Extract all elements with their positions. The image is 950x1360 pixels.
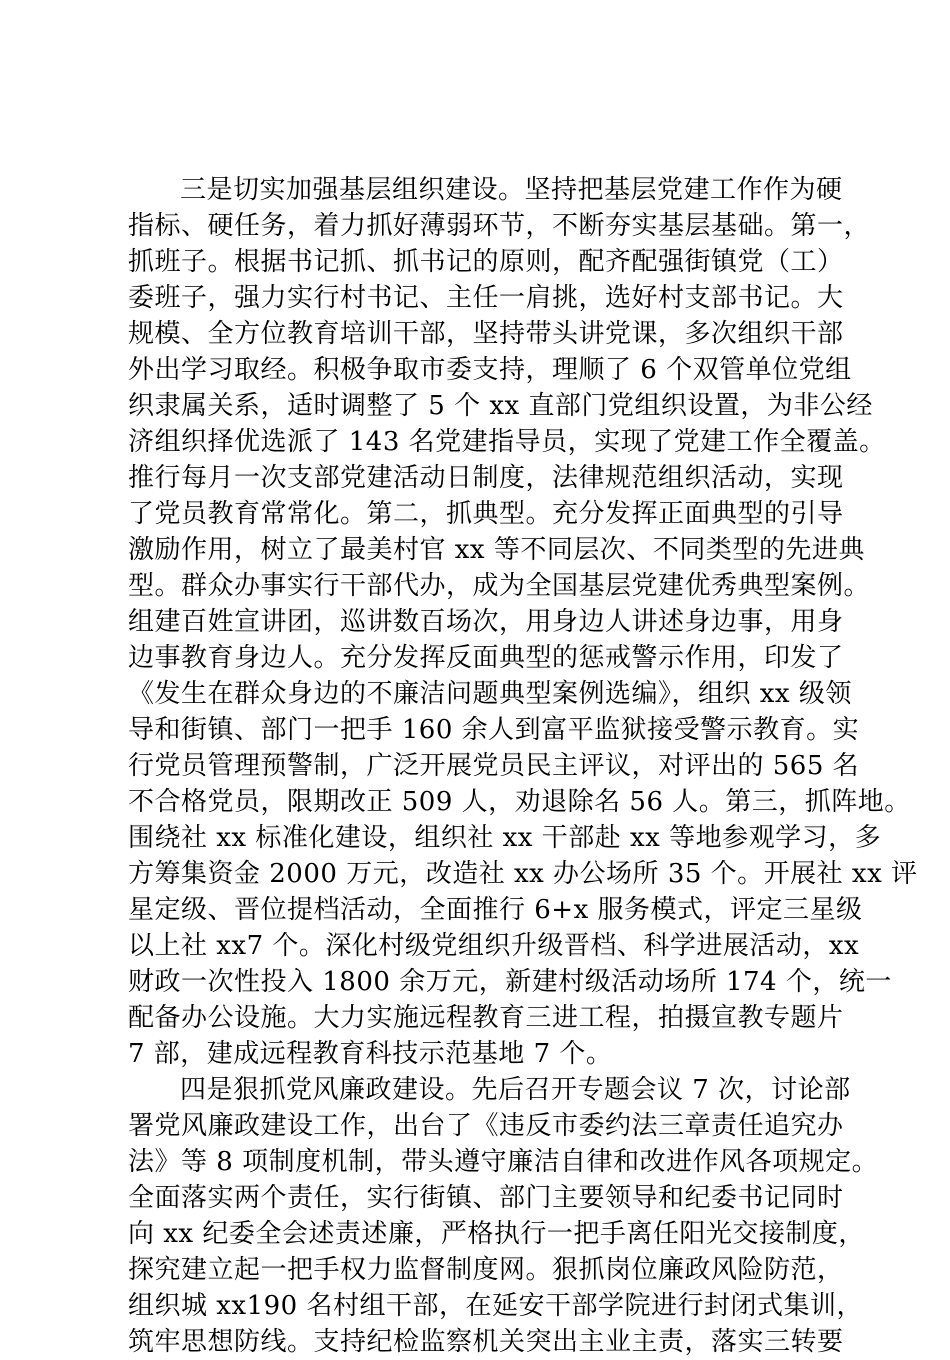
paragraph-line: 织隶属关系，适时调整了 5 个 xx 直部门党组织设置，为非公经 (128, 391, 873, 421)
paragraph-line: 型。群众办事实行干部代办，成为全国基层党建优秀典型案例。 (128, 571, 871, 601)
paragraph-line: 导和街镇、部门一把手 160 余人到富平监狱接受警示教育。实 (128, 715, 860, 745)
paragraph-line: 组织城 xx190 名村组干部，在延安干部学院进行封闭式集训， (128, 1291, 863, 1321)
paragraph-line: 三是切实加强基层组织建设。坚持把基层党建工作作为硬 (180, 175, 843, 205)
paragraph-line: 了党员教育常常化。第二，抓典型。充分发挥正面典型的引导 (128, 499, 844, 529)
paragraph-line: 边事教育身边人。充分发挥反面典型的惩戒警示作用，印发了 (128, 643, 844, 673)
paragraph-line: 7 部，建成远程教育科技示范基地 7 个。 (128, 1039, 613, 1069)
paragraph-line: 组建百姓宣讲团，巡讲数百场次，用身边人讲述身边事，用身 (128, 607, 844, 637)
paragraph-line: 法》等 8 项制度机制，带头遵守廉洁自律和改进作风各项规定。 (128, 1147, 879, 1177)
paragraph-line: 委班子，强力实行村书记、主任一肩挑，选好村支部书记。大 (128, 283, 844, 313)
paragraph-line: 向 xx 纪委全会述责述廉，严格执行一把手离任阳光交接制度， (128, 1219, 865, 1249)
paragraph-line: 激励作用，树立了最美村官 xx 等不同层次、不同类型的先进典 (128, 535, 865, 565)
paragraph-line: 规模、全方位教育培训干部，坚持带头讲党课，多次组织干部 (128, 319, 844, 349)
paragraph-line: 不合格党员，限期改正 509 人，劝退除名 56 人。第三，抓阵地。 (128, 787, 911, 817)
paragraph-line: 星定级、晋位提档活动，全面推行 6+x 服务模式，评定三星级 (128, 895, 863, 925)
paragraph-line: 抓班子。根据书记抓、抓书记的原则，配齐配强街镇党（工） (128, 247, 844, 277)
paragraph-line: 外出学习取经。积极争取市委支持，理顺了 6 个双管单位党组 (128, 355, 852, 385)
paragraph-line: 指标、硬任务，着力抓好薄弱环节，不断夯实基层基础。第一， (128, 211, 871, 241)
paragraph-line: 行党员管理预警制，广泛开展党员民主评议，对评出的 565 名 (128, 751, 860, 781)
paragraph-line: 推行每月一次支部党建活动日制度，法律规范组织活动，实现 (128, 463, 844, 493)
paragraph-line: 济组织择优选派了 143 名党建指导员，实现了党建工作全覆盖。 (128, 427, 886, 457)
paragraph-line: 探究建立起一把手权力监督制度网。狠抓岗位廉政风险防范， (128, 1255, 844, 1285)
paragraph-line: 《发生在群众身边的不廉洁问题典型案例选编》，组织 xx 级领 (128, 679, 852, 709)
body-text (128, 172, 918, 1360)
paragraph-line: 配备办公设施。大力实施远程教育三进工程，拍摄宣教专题片 (128, 1003, 844, 1033)
paragraph-line: 财政一次性投入 1800 余万元，新建村级活动场所 174 个，统一 (128, 967, 892, 997)
paragraph-line: 筑牢思想防线。支持纪检监察机关突出主业主责，落实三转要 (128, 1327, 844, 1357)
paragraph-line: 方筹集资金 2000 万元，改造社 xx 办公场所 35 个。开展社 xx 评 (128, 859, 918, 889)
paragraph-line: 以上社 xx7 个。深化村级党组织升级晋档、科学进展活动，xx (128, 931, 860, 961)
paragraph-line: 署党风廉政建设工作，出台了《违反市委约法三章责任追究办 (128, 1111, 844, 1141)
paragraph-line: 四是狠抓党风廉政建设。先后召开专题会议 7 次，讨论部 (180, 1075, 851, 1105)
paragraph-line: 全面落实两个责任，实行街镇、部门主要领导和纪委书记同时 (128, 1183, 844, 1213)
paragraph-line: 围绕社 xx 标准化建设，组织社 xx 干部赴 xx 等地参观学习，多 (128, 823, 882, 853)
